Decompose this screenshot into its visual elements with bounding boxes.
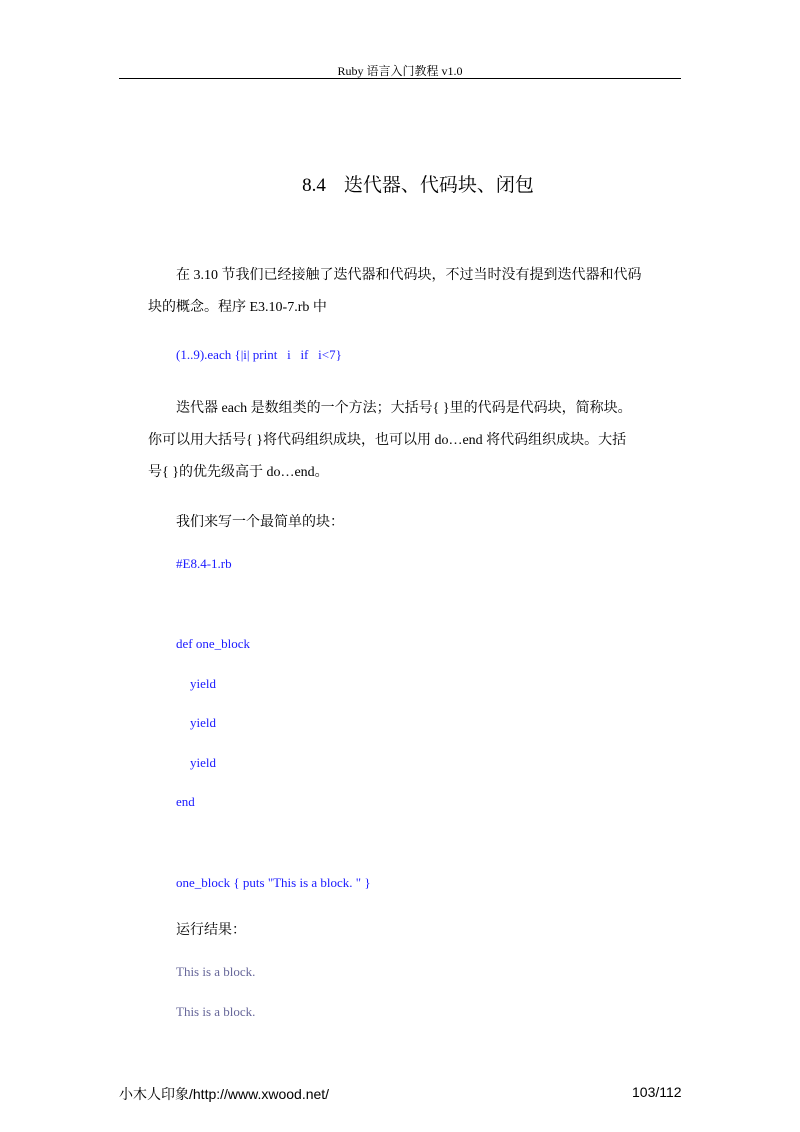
output-line-1: This is a block. <box>176 964 256 979</box>
intro-line-2: 块的概念。程序 E3.10-7.rb 中 <box>148 300 327 315</box>
section-number: 8.4 <box>302 175 326 196</box>
output-line-2: This is a block. <box>176 1004 256 1019</box>
explanation-line-3: 号{ }的优先级高于 do…end。 <box>148 465 329 480</box>
code-end-line: end <box>176 794 195 809</box>
header-divider <box>119 78 681 79</box>
explanation-line-2: 你可以用大括号{ }将代码组织成块，也可以用 do…end 将代码组织成块。大括 <box>148 433 627 448</box>
explanation-line-1: 迭代器 each 是数组类的一个方法；大括号{ }里的代码是代码块，简称块。 <box>176 401 632 416</box>
code-def-line: def one_block <box>176 636 251 651</box>
result-label: 运行结果： <box>176 923 246 938</box>
example-code-line: (1..9).each {|i| print i if i<7} <box>176 347 342 362</box>
section-heading <box>0 170 800 197</box>
code-filename-comment: #E8.4-1.rb <box>176 556 232 571</box>
code-call-line: one_block { puts "This is a block. " } <box>176 875 371 890</box>
code-yield-line-2: yield <box>190 715 216 730</box>
page-header-title: Ruby 语言入门教程 v1.0 <box>337 64 463 78</box>
footer-page-number: 103/112 <box>632 1084 682 1100</box>
section-title: 迭代器、代码块、闭包 <box>343 175 534 196</box>
footer-site: 小木人印象/http://www.xwood.net/ <box>119 1086 330 1102</box>
simple-block-intro: 我们来写一个最简单的块： <box>176 515 344 530</box>
intro-line-1: 在 3.10 节我们已经接触了迭代器和代码块，不过当时没有提到迭代器和代码 <box>176 268 642 283</box>
code-yield-line-1: yield <box>190 676 216 691</box>
code-yield-line-3: yield <box>190 755 216 770</box>
